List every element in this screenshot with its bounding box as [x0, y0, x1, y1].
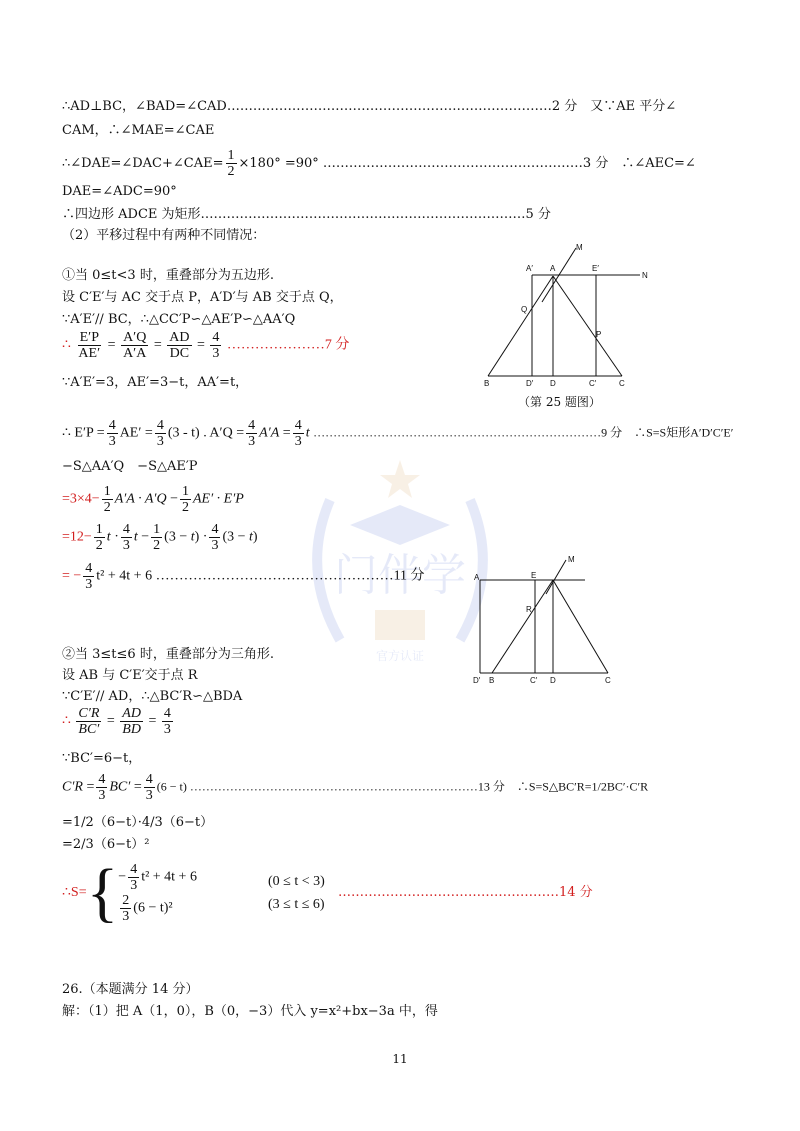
line-25: 26.（本题满分 14 分）: [62, 982, 199, 997]
line-1: ∴AD⊥BC，∠BAD=∠CAD…………………………………………………………………2 分 又∵AE 平分∠: [62, 99, 677, 114]
label-D-prime: D′: [526, 379, 534, 388]
label-A: A: [550, 264, 556, 273]
line-7: ①当 0≤t<3 时，重叠部分为五边形.: [62, 268, 274, 283]
label-C: C: [619, 379, 625, 388]
page-number: 11: [392, 1052, 408, 1066]
label2-C-prime: C′: [530, 676, 538, 685]
line-14: =3×4− $\frac{1}{2}$ A′A · A′Q − $\frac{1}{2}$ AE′ · E′P: [62, 484, 244, 515]
line-12: ∴ E′P = $\frac{4}{3}$ AE′ = $\frac{4}{3}$ (3 - t) . A′Q = $\frac{4}{3}$ A′A = $\frac{4}{3}$ t ………………………………………………………………9 分 ∴S=S矩形A′D′C′E′: [62, 418, 734, 449]
line-2: CAM，∴∠MAE=∠CAE: [62, 123, 215, 138]
line-17: ②当 3≤t≤6 时，重叠部分为三角形.: [62, 647, 274, 662]
line-6: （2）平移过程中有两种不同情况：: [62, 228, 266, 243]
figure-case-2: [468, 552, 618, 687]
label2-B: B: [489, 676, 495, 685]
label-B: B: [484, 379, 490, 388]
label-N: N: [642, 271, 648, 280]
label2-R: R: [526, 605, 532, 614]
figure-25: [470, 240, 660, 390]
label-E-prime: E′: [592, 264, 599, 273]
label-P: P: [596, 330, 602, 339]
piecewise-result: ∴S={ − $\frac{4}{3}$ t² + 4t + 6 $\frac{2}{3}$ (6 − t)²: [62, 856, 197, 929]
label2-D: D: [550, 676, 556, 685]
label-A-prime: A′: [526, 264, 533, 273]
fraction-half: $\frac{1}{2}$: [227, 148, 235, 179]
label2-C: C: [605, 676, 611, 685]
line-18: 设 AB 与 C′E′交于点 R: [62, 668, 198, 683]
score-14: ……………………………………………14 分: [338, 885, 593, 900]
line-11: ∵A′E′=3，AE′=3−t，AA′=t，: [62, 375, 249, 390]
line-15: =12− $\frac{1}{2}$ t · $\frac{4}{3}$ t − $\frac{1}{2}$ (3 − t) · $\frac{4}{3}$ (3 − t): [62, 522, 258, 553]
condition-2: (3 ≤ t ≤ 6): [268, 897, 325, 912]
line-16: = − $\frac{4}{3}$ t² + 4t + 6 ……………………………………………11 分: [62, 561, 425, 592]
line-8: 设 C′E′与 AC 交于点 P，A′D′与 AB 交于点 Q，: [62, 290, 343, 305]
watermark-text: 门伴学: [334, 551, 466, 600]
figure-caption: （第 25 题图）: [518, 395, 601, 409]
line-23: =2/3（6−t）²: [62, 837, 150, 852]
line-22: =1/2（6−t）·4/3（6−t）: [62, 815, 214, 830]
label2-A: A: [474, 573, 480, 582]
line-4: DAE=∠ADC=90°: [62, 184, 177, 199]
line-ratio-2: ∴ $\frac{C'R}{BC'}$ = $\frac{AD}{BD}$ = $\frac{4}{3}$: [62, 706, 171, 737]
line-10-ratio: ∴ $\frac{E'P}{AE'}$ = $\frac{A'Q}{A'A}$ = $\frac{AD}{DC}$ = $\frac{4}{3}$ …………………7 分: [62, 330, 350, 361]
line-20: ∵BC′=6−t，: [62, 751, 142, 766]
line-19: ∵C′E′// AD，∴△BC′R∽△BDA: [62, 689, 243, 704]
label2-D-prime: D′: [473, 676, 481, 685]
line-5: ∴四边形 ADCE 为矩形…………………………………………………………………5 分: [62, 207, 551, 222]
line-3: ∴∠DAE=∠DAC+∠CAE= $\frac{1}{2}$ ×180° =90° ……………………………………………………3 分 ∴∠AEC=∠: [62, 148, 696, 179]
label-Q: Q: [521, 305, 528, 314]
label2-M: M: [568, 555, 575, 564]
label-C-prime: C′: [589, 379, 597, 388]
condition-1: (0 ≤ t < 3): [268, 874, 325, 889]
line-9: ∵A′E′// BC，∴△CC′P∽△AE′P∽△AA′Q: [62, 312, 296, 327]
label-M: M: [576, 243, 583, 252]
watermark-badge: 官方认证: [375, 649, 425, 663]
line-26: 解：（1）把 A（1，0），B（0，−3）代入 y=x²+bx−3a 中，得: [62, 1004, 438, 1019]
label-D: D: [550, 379, 556, 388]
line-13: −S△AA′Q −S△AE′P: [62, 459, 198, 474]
line-21: C′R = $\frac{4}{3}$ BC′ = $\frac{4}{3}$ (6 − t) ………………………………………………………………13 分 ∴S=S△BC′R=1/2BC′·C′R: [62, 772, 649, 803]
label2-E: E: [531, 571, 537, 580]
